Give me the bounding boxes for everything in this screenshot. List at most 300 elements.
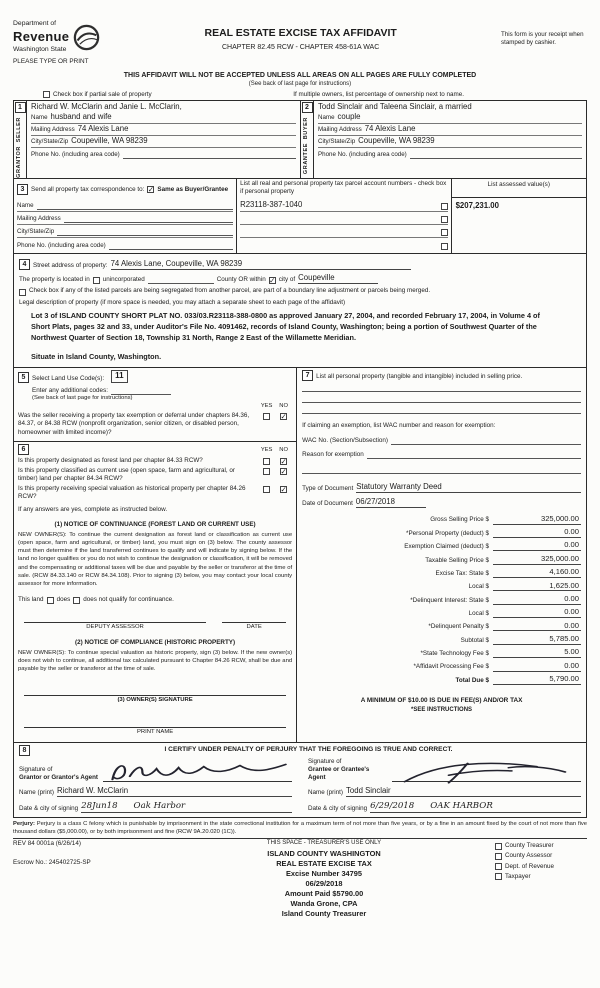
parcel-row-3	[240, 225, 448, 238]
does-not-checkbox[interactable]	[73, 597, 80, 604]
routing-row	[495, 852, 587, 860]
no-label: NO	[279, 402, 288, 409]
left-column	[14, 368, 297, 741]
stamp-line: Island County Treasurer	[281, 908, 367, 918]
parcel-row-1	[240, 199, 448, 212]
owners-signature-block	[18, 695, 292, 705]
chapter-subtitle: CHAPTER 82.45 RCW - CHAPTER 458-61A WAC	[222, 43, 380, 51]
grantor-name-value[interactable]: Richard W. McClarin	[57, 786, 292, 797]
additional-codes-row	[32, 387, 292, 395]
situate-text[interactable]: Situate in Island County, Washington.	[31, 351, 162, 361]
excise-row-label: Taxable Selling Price $	[425, 556, 489, 564]
street-address-value[interactable]: 74 Alexis Lane, Coupeville, WA 98239	[111, 259, 411, 270]
if-yes-note: If any answers are yes, complete as instructed below.	[18, 505, 168, 513]
grantee-city-value: OAK HARBOR	[430, 801, 493, 812]
historic-no-checkbox[interactable]	[280, 486, 287, 493]
personal-property-line-3[interactable]	[302, 403, 581, 414]
csz-label: City/State/Zip	[31, 138, 69, 146]
historic-yes-checkbox[interactable]	[263, 486, 270, 493]
excise-row-label: Subtotal $	[460, 636, 489, 644]
unincorporated-checkbox[interactable]	[93, 277, 100, 284]
land-use-value[interactable]: 11	[111, 370, 127, 382]
check-icon: ✓	[280, 412, 287, 421]
notice-compliance-text: NEW OWNER(S): To continue special valuation as historic property, sign (3) below. If the new owner(s) does not wish to continue, all additional tax calculated pursuant to Chapter 84.26 RCW, shall be due and payable by the seller or transferor at the time of sale.	[18, 649, 293, 673]
correspondence-mailing-field[interactable]	[64, 215, 233, 223]
seller-mailing-value[interactable]: 74 Alexis Lane	[77, 124, 129, 134]
excise-row-label: Exemption Claimed (deduct) $	[404, 543, 489, 551]
notice-continuance-text: NEW OWNER(S): To continue the current designation as forest land or classification as current use (open space, farm and agricultural, or timber) land, you must sign on (3) below. The county assessor must then determine if the land transferred continues to qualify and will indicate by signing below. If the land no longer qualifies or you do not wish to continue the designation or classification, it will be removed and the compensating or additional taxes will be due and payable by the seller or transferor at the time of sale. (RCW 84.33.140 or RCW 84.34.108). Prior to signing (3) below, you may contact your local county assessor for more information.	[18, 531, 293, 587]
correspondence-name-row	[17, 199, 233, 212]
excise-row-label: Gross Selling Price $	[430, 516, 489, 524]
grantor-signature-field[interactable]	[103, 758, 292, 782]
phone-label: Phone No. (including area code)	[17, 242, 106, 250]
county-or-label: County OR within	[216, 276, 266, 284]
dept-of-revenue-checkbox[interactable]	[495, 863, 502, 870]
excise-row-value[interactable]: 0.00	[493, 621, 581, 632]
reason-row	[302, 451, 581, 459]
city-value[interactable]: Coupeville	[298, 273, 378, 284]
does-checkbox[interactable]	[47, 597, 54, 604]
deputy-assessor-row	[18, 622, 292, 632]
buyer-mailing-row	[318, 124, 582, 136]
doc-type-value[interactable]: Statutory Warranty Deed	[356, 482, 581, 493]
washington-state-label: Washington State	[13, 45, 67, 53]
buyer-phone-field[interactable]	[410, 151, 582, 159]
deputy-assessor-label: DEPUTY ASSESSOR	[86, 624, 144, 631]
section-4-number: 4	[19, 259, 30, 270]
name-label: Name	[318, 114, 335, 122]
excise-row-value[interactable]: 325,000.00	[493, 554, 581, 565]
routing-checkboxes	[495, 840, 587, 919]
main-columns	[13, 368, 587, 742]
excise-row-value[interactable]: 0.00	[493, 540, 581, 551]
yes-no-header-6	[258, 447, 292, 455]
excise-row-label: Local $	[468, 583, 489, 591]
personal-property-line-2[interactable]	[302, 392, 581, 403]
buyer-side-strip	[301, 101, 314, 178]
partial-sale-label: Check box if partial sale of property	[53, 90, 152, 98]
perjury-label: Perjury:	[13, 821, 35, 828]
excise-row-value[interactable]: 0.00	[493, 607, 581, 618]
owners-signature-label: (3) OWNER(S) SIGNATURE	[117, 697, 193, 704]
buyer-csz-row	[318, 136, 582, 148]
date-city-label: Date & city of signing	[19, 804, 79, 812]
warning-text: THIS AFFIDAVIT WILL NOT BE ACCEPTED UNLESS ALL AREAS ON ALL PAGES ARE FULLY COMPLETED	[123, 71, 477, 79]
row-delinquent-interest-state	[302, 594, 581, 605]
seller-name-row	[31, 112, 296, 124]
tax-correspondence-column	[14, 179, 237, 253]
name-label: Name	[31, 114, 48, 122]
continuance-qualify-row	[18, 596, 292, 604]
perjury-text: Perjury is a class C felony which is punishable by imprisonment in the state correctional institution for a maximum term of not more than five years, or by a fine in an amount fixed by the court of not more than five thousand dollars ($5,000.00), or by both imprisonment and fine (RCW 9A.20.020 (1C)).	[13, 821, 587, 835]
forest-land-question-row	[18, 457, 292, 465]
section-3	[13, 179, 587, 254]
dept-of-label: Department of	[13, 20, 57, 27]
stamp-line: Excise Number 34795	[285, 869, 362, 879]
see-back-small-note: (See back of last page for instructions)	[32, 395, 133, 402]
reason-field[interactable]	[367, 451, 581, 459]
routing-label: County Assessor	[505, 852, 553, 860]
taxpayer-checkbox[interactable]	[495, 873, 502, 880]
excise-row-label: *Delinquent Interest: State $	[410, 596, 489, 604]
mailing-label: Mailing Address	[17, 215, 61, 223]
excise-row-value[interactable]: 0.00	[493, 594, 581, 605]
seller-side-strip	[14, 101, 27, 178]
see-instructions-note: *SEE INSTRUCTIONS	[411, 707, 473, 714]
grantor-date-field[interactable]	[81, 801, 292, 813]
deputy-date-line[interactable]	[222, 622, 286, 623]
stamp-line: ISLAND COUNTY WASHINGTON	[267, 849, 381, 859]
county-treasurer-checkbox[interactable]	[495, 843, 502, 850]
grantor-city-value: Oak Harbor	[133, 800, 186, 811]
row-state-technology-fee	[302, 647, 581, 658]
excise-row-value[interactable]: 0.00	[493, 527, 581, 538]
stamp-line: Amount Paid $5790.00	[284, 889, 364, 899]
same-as-buyer-checkbox[interactable]	[147, 186, 154, 193]
row-delinquent-interest-local	[302, 607, 581, 618]
parties-section	[13, 100, 587, 179]
excise-row-value[interactable]: 0.00	[493, 661, 581, 672]
name-label: Name	[17, 202, 34, 210]
grantee-signature-field[interactable]	[392, 758, 581, 782]
print-name-line[interactable]	[24, 727, 286, 728]
doc-type-row	[302, 482, 581, 493]
unincorporated-label: unincorporated	[102, 276, 145, 284]
revenue-label: Revenue	[13, 28, 70, 44]
row-exemption-claimed	[302, 540, 581, 551]
mailing-label: Mailing Address	[31, 126, 75, 134]
header-center	[100, 20, 501, 52]
assessed-values-header: List assessed value(s)	[452, 179, 586, 198]
segregated-label: Check box if any of the listed parcels are being segregated from another parcel, are part of a boundary line adjustment or parcels being merged.	[29, 287, 431, 295]
excise-row-value[interactable]: 4,160.00	[493, 567, 581, 578]
row-affidavit-processing-fee	[302, 661, 581, 672]
excise-row-label: *Delinquent Penalty $	[428, 623, 489, 631]
excise-row-value[interactable]: 5,785.00	[493, 634, 581, 645]
historic-question: Is this property receiving special valuation as historical property per chapter 84.26 RCW?	[18, 485, 246, 501]
check-icon: ✓	[269, 276, 276, 286]
no-label: NO	[279, 447, 288, 454]
buyer-phone-row	[318, 148, 582, 160]
routing-label: County Treasurer	[505, 842, 554, 850]
additional-codes-field[interactable]	[111, 387, 171, 395]
form-title: REAL ESTATE EXCISE TAX AFFIDAVIT	[204, 27, 397, 39]
row-gross-selling-price	[302, 514, 581, 525]
segregated-row	[19, 287, 581, 295]
excise-row-value[interactable]: 1,625.00	[493, 581, 581, 592]
section-4	[13, 254, 587, 368]
stamp-line: REAL ESTATE EXCISE TAX	[276, 859, 372, 869]
correspondence-phone-row	[17, 238, 233, 251]
buyer-box	[300, 101, 586, 178]
row-subtotal	[302, 634, 581, 645]
partial-sale-row	[13, 91, 587, 99]
county-field[interactable]	[148, 276, 214, 284]
section-3-number: 3	[17, 184, 28, 195]
dor-logo-icon	[73, 24, 100, 51]
personal-property-checkbox-1[interactable]	[441, 203, 448, 210]
personal-property-label: List all personal property (tangible and intangible) included in selling price.	[316, 373, 523, 381]
section-5-number: 5	[18, 372, 29, 383]
mailing-label: Mailing Address	[318, 126, 362, 134]
check-icon: ✓	[280, 466, 287, 476]
multiple-owners-note: If multiple owners, list percentage of ownership next to name.	[293, 90, 465, 98]
yes-no-header-5	[18, 403, 292, 411]
buyer-fields	[314, 101, 586, 178]
exemption-no-checkbox[interactable]	[280, 413, 287, 420]
excise-table	[302, 511, 581, 685]
section-6	[14, 442, 296, 742]
reason-line-2[interactable]	[302, 463, 581, 474]
buyer-csz-value[interactable]: Coupeville, WA 98239	[358, 136, 435, 146]
section-1-number: 1	[15, 102, 26, 113]
wac-field[interactable]	[391, 437, 581, 445]
excise-row-label: *Affidavit Processing Fee $	[413, 663, 489, 671]
footer-left	[13, 840, 153, 919]
yes-label: YES	[260, 447, 273, 454]
grantee-agent-label: Grantee or Grantee's Agent	[308, 765, 370, 781]
correspondence-phone-field[interactable]	[109, 242, 233, 250]
routing-label: Dept. of Revenue	[505, 862, 555, 870]
grantor-signature-icon	[103, 758, 292, 786]
deputy-date-cell	[222, 622, 286, 632]
notice-compliance-title: (2) NOTICE OF COMPLIANCE (HISTORIC PROPERTY)	[75, 638, 236, 646]
row-excise-tax-state	[302, 567, 581, 578]
stamp-line: 06/29/2018	[305, 879, 343, 889]
yes-label: YES	[260, 402, 273, 409]
reason-label: Reason for exemption	[302, 450, 364, 458]
current-use-question: Is this property classified as current use (open space, farm and agricultural, or timber) land per chapter 84.34 RCW?	[18, 466, 235, 483]
footer	[13, 838, 587, 919]
legal-description-label: Legal description of property (if more space is needed, you may attach a separate sheet to each page of the affidavit)	[19, 298, 346, 306]
correspondence-csz-row	[17, 225, 233, 238]
current-use-no-checkbox[interactable]	[280, 468, 287, 475]
csz-label: City/State/Zip	[17, 228, 55, 236]
does-label: does	[56, 595, 71, 603]
current-use-yes-checkbox[interactable]	[263, 468, 270, 475]
section-6-header-row	[18, 444, 292, 455]
additional-codes-label: Enter any additional codes:	[32, 386, 108, 394]
current-use-question-row	[18, 467, 292, 483]
csz-label: City/State/Zip	[318, 138, 356, 146]
seller-csz-row	[31, 136, 296, 148]
does-not-label: does not qualify for continuance.	[83, 595, 174, 603]
personal-property-checkbox-4[interactable]	[441, 243, 448, 250]
correspondence-mailing-row	[17, 212, 233, 225]
signature-of-label: Signature of	[19, 765, 53, 773]
receipt-note: This form is your receipt when stamped by cashier.	[501, 31, 584, 47]
parcel-row-2	[240, 212, 448, 225]
buyer-mailing-value[interactable]: 74 Alexis Lane	[364, 124, 416, 134]
exemption-question-row	[18, 412, 292, 437]
signature-of-label: Signature of	[308, 757, 342, 765]
seller-side-label: SELLER	[16, 116, 23, 143]
same-as-buyer-label: Same as Buyer/Grantee	[157, 185, 229, 193]
doc-type-label: Type of Document	[302, 484, 354, 492]
phone-label: Phone No. (including area code)	[31, 151, 120, 159]
grantee-name-row	[308, 786, 581, 797]
grantor-date-value: 28Jun18	[81, 800, 118, 811]
print-name-label: PRINT NAME	[136, 729, 174, 736]
street-address-row	[19, 259, 581, 270]
escrow-value: 245402725-SP	[48, 859, 91, 867]
grantee-signature-column	[308, 758, 581, 813]
correspondence-name-field[interactable]	[37, 202, 234, 210]
parcel-numbers-column	[237, 179, 452, 253]
routing-label: Taxpayer	[505, 872, 531, 880]
parcel-number-value[interactable]: R23118-387-1040	[240, 200, 303, 210]
grantor-signature-area	[19, 758, 292, 782]
row-delinquent-penalty	[302, 621, 581, 632]
exemption-note: If claiming an exemption, list WAC number and reason for exemption:	[302, 422, 496, 430]
forest-yes-checkbox[interactable]	[263, 458, 270, 465]
seller-mailing-row	[31, 124, 296, 136]
property-located-row	[19, 273, 581, 284]
section-8	[13, 743, 587, 818]
county-assessor-checkbox[interactable]	[495, 853, 502, 860]
excise-row-value[interactable]: 5.00	[493, 647, 581, 658]
excise-row-label: *State Technology Fee $	[420, 650, 489, 658]
deputy-assessor-signature-line[interactable]	[24, 622, 206, 623]
excise-row-label: *Personal Property (deduct) $	[406, 529, 489, 537]
street-address-label: Street address of property:	[33, 262, 108, 270]
section-7	[297, 368, 586, 741]
legal-description-text[interactable]: Lot 3 of ISLAND COUNTY SHORT PLAT NO. 033/03.R23118-388-0800 as approved January 27, 2004, and recorded February 17, 2004, in Volume 4 of Short Plats, pages 32 and 33, under Auditor's File No. 4091462, records of Island County, Washington; being a portion of Southwest Quarter of the Northwest Quarter of Section 18, Township 31 North, Range 2 East of the Willamette Meridian.	[31, 310, 540, 342]
grantee-side-label: GRANTEE	[303, 143, 310, 175]
assessed-values-column	[452, 179, 586, 253]
seller-fields	[27, 101, 300, 178]
name-print-label: Name (print)	[19, 788, 54, 796]
escrow-label: Escrow No.:	[13, 859, 47, 867]
personal-property-header-row	[302, 370, 581, 381]
exemption-yes-checkbox[interactable]	[263, 413, 270, 420]
check-icon: ✓	[147, 184, 155, 194]
escrow-row	[13, 859, 153, 867]
exemption-answer-boxes	[258, 412, 292, 420]
treasurer-area	[153, 840, 495, 919]
grantee-date-field[interactable]	[370, 801, 581, 813]
grantee-signature-area	[308, 758, 581, 782]
grantor-date-row	[19, 801, 292, 813]
routing-row	[495, 842, 587, 850]
seller-phone-field[interactable]	[123, 151, 296, 159]
routing-row	[495, 873, 587, 881]
doc-date-label: Date of Document	[302, 500, 353, 508]
section-6-number: 6	[18, 444, 29, 455]
owners-signature-line[interactable]	[24, 695, 286, 696]
perjury-paragraph	[13, 821, 587, 836]
section-8-number: 8	[19, 745, 30, 756]
header-left	[13, 20, 100, 66]
send-correspondence-label: Send all property tax correspondence to:	[31, 185, 145, 193]
row-total-due	[302, 674, 581, 685]
buyer-name-value-line1[interactable]: Todd Sinclair and Taleena Sinclair, a married	[318, 101, 472, 111]
doc-date-row	[302, 497, 581, 508]
notice-continuance-title: (1) NOTICE OF CONTINUANCE (FOREST LAND OR CURRENT USE)	[54, 520, 256, 528]
historic-question-row	[18, 485, 292, 501]
city-checkbox[interactable]	[269, 277, 276, 284]
agency-text	[13, 20, 69, 55]
section-5	[14, 368, 296, 441]
grantee-date-value: 6/29/2018	[370, 801, 415, 812]
buyer-side-label: BUYER	[303, 116, 310, 140]
see-back-note: (See back of last page for instructions)	[248, 80, 352, 87]
certify-header-row	[19, 745, 581, 756]
send-correspondence-row	[17, 180, 233, 199]
partial-sale-checkbox[interactable]	[43, 91, 50, 98]
doc-date-value[interactable]: 06/27/2018	[356, 497, 426, 508]
exemption-question-text: Was the seller receiving a property tax exemption or deferral under chapters 84.36, 84.37, or 84.38 RCW (nonprofit organization, senior citizen, or disabled person, homeowner with limited income)?	[18, 412, 250, 436]
buyer-name-value-line2[interactable]: couple	[337, 112, 361, 122]
grantor-name-row	[19, 786, 292, 797]
deputy-date-label: DATE	[246, 624, 262, 631]
date-city-label: Date & city of signing	[308, 805, 368, 813]
forest-no-checkbox[interactable]	[280, 458, 287, 465]
correspondence-csz-field[interactable]	[57, 228, 233, 236]
grantor-signature-labels	[19, 766, 99, 782]
excise-row-label: Total Due $	[455, 676, 489, 684]
grantee-signature-labels	[308, 758, 388, 782]
forest-land-question: Is this property designated as forest land per chapter 84.33 RCW?	[18, 456, 203, 464]
section-2-number: 2	[302, 102, 313, 113]
name-print-label: Name (print)	[308, 788, 343, 796]
seller-name-value-line1[interactable]: Richard W. McClarin and Janie L. McClarin,	[31, 101, 182, 111]
excise-row-value[interactable]: 5,790.00	[493, 674, 581, 685]
land-use-label: Select Land Use Code(s):	[32, 374, 105, 382]
seller-box	[14, 101, 300, 178]
land-use-row	[18, 370, 292, 382]
located-pre-label: The property is located in	[19, 276, 90, 284]
wac-label: WAC No. (Section/Subsection)	[302, 436, 388, 444]
personal-property-line-1[interactable]	[302, 381, 581, 392]
check-icon: ✓	[280, 485, 287, 495]
treasurer-space-label: THIS SPACE - TREASURER'S USE ONLY	[266, 840, 382, 847]
this-land-label: This land	[18, 595, 44, 603]
personal-property-checkbox-2[interactable]	[441, 216, 448, 223]
wac-row	[302, 437, 581, 445]
deputy-assessor-cell	[24, 622, 206, 632]
routing-row	[495, 863, 587, 871]
grantor-signature-column	[19, 758, 292, 813]
row-taxable-selling-price	[302, 554, 581, 565]
stamp-line: Wanda Grone, CPA	[290, 899, 358, 908]
segregated-checkbox[interactable]	[19, 289, 26, 296]
parcel-row-4	[240, 238, 448, 251]
grantee-date-row	[308, 801, 581, 813]
grantor-agent-label: Grantor or Grantor's Agent	[19, 773, 98, 781]
minimum-due-note: A MINIMUM OF $10.00 IS DUE IN FEE(S) AND/OR TAX	[360, 696, 523, 704]
agency-block	[13, 20, 100, 55]
personal-property-checkbox-3[interactable]	[441, 229, 448, 236]
grantee-name-value[interactable]: Todd Sinclair	[346, 786, 581, 797]
excise-row-label: Excise Tax: State $	[435, 569, 489, 577]
phone-label: Phone No. (including area code)	[318, 151, 407, 159]
treasurer-stamp	[153, 849, 495, 919]
row-excise-tax-local	[302, 581, 581, 592]
header	[13, 20, 587, 66]
grantee-signature-icon	[392, 758, 581, 786]
city-of-label: city of	[278, 276, 296, 284]
please-type-label: PLEASE TYPE OR PRINT	[13, 57, 89, 65]
assessed-value-1[interactable]: $207,231.00	[455, 201, 499, 211]
buyer-name-row	[318, 112, 582, 124]
seller-name-value-line2[interactable]: husband and wife	[50, 112, 112, 122]
rev-number: REV 84 0001a (6/26/14)	[13, 840, 81, 848]
seller-csz-value[interactable]: Coupeville, WA 98239	[71, 136, 148, 146]
excise-row-value[interactable]: 325,000.00	[493, 514, 581, 525]
seller-phone-row	[31, 148, 296, 160]
parcel-header: List all real and personal property tax parcel account numbers - check box if personal property	[240, 180, 447, 196]
